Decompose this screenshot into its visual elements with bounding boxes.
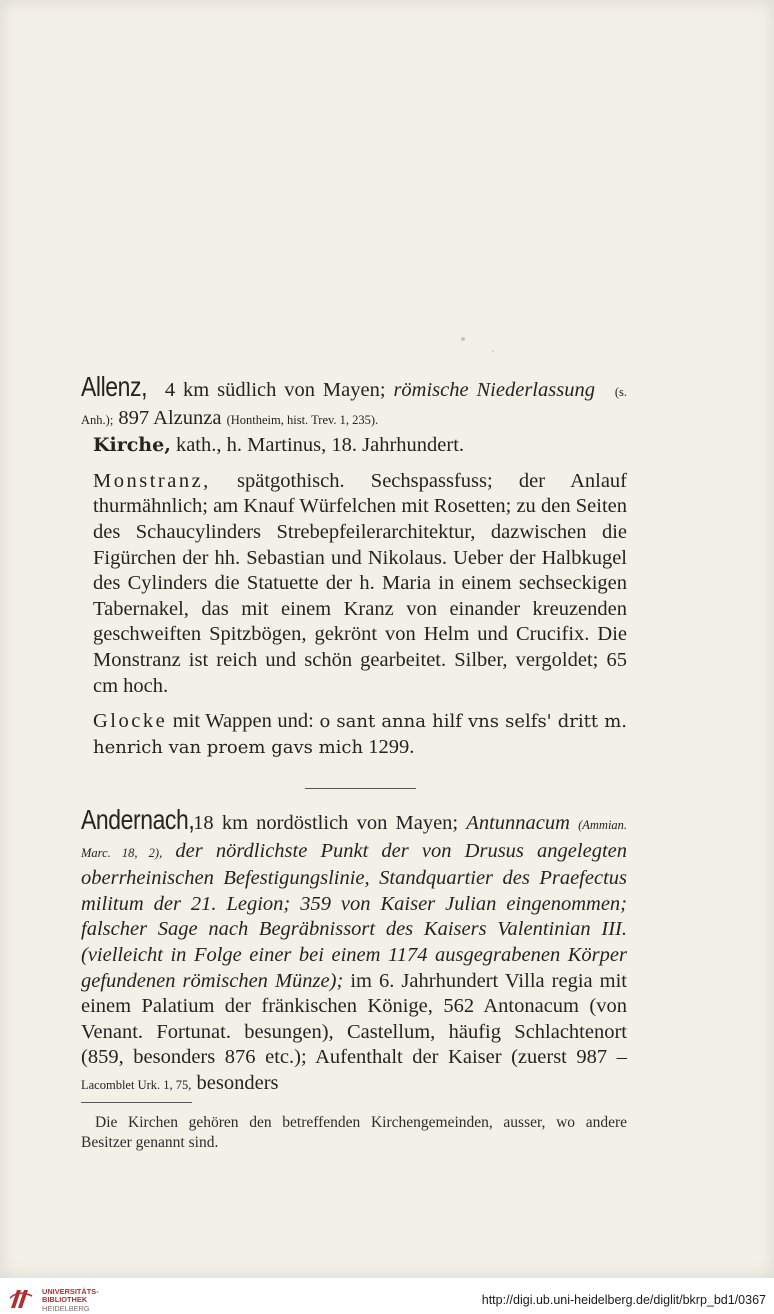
allenz-alzunza: 897 Alzunza <box>118 406 222 429</box>
kirche-line <box>81 433 627 459</box>
kirche-label: Kirche, <box>93 434 171 457</box>
entry-andernach <box>81 804 628 1099</box>
footnote-text: Die Kirchen gehören den betreffenden Kirchengemeinden, ausser, wo andere Besitzer genannt sind. <box>81 1114 627 1151</box>
logo-line-2: BIBLIOTHEK <box>42 1295 88 1305</box>
library-logo-icon[interactable] <box>8 1286 34 1310</box>
logo-line-1: UNIVERSITÄTS- <box>42 1287 99 1296</box>
allenz-hontheim-ref: (Hontheim, hist. Trev. 1, 235). <box>226 412 379 427</box>
andernach-text-block <box>81 804 628 1099</box>
monstranz-lead: Monstranz, <box>93 469 211 492</box>
paper-speck <box>492 350 494 352</box>
glocke-lead: Glocke <box>93 710 168 733</box>
logo-line-3: HEIDELBERG <box>42 1303 90 1313</box>
andernach-ammian-ref: (Ammian. Marc. 18, 2), <box>81 818 628 860</box>
andernach-distance: 18 km nordöstlich von Mayen; <box>193 812 459 834</box>
permalink-url[interactable]: http://digi.ub.uni-heidelberg.de/diglit/bkrp_bd1/0367 <box>481 1293 766 1307</box>
glocke-paragraph <box>81 709 627 760</box>
monstranz-text: spätgothisch. Sechspassfuss; der Anlauf thurmähnlich; am Knauf Würfelchen mit Rosetten; zu den Seiten des Schaucylinders Strebepfeilerarchitektur, dazwischen die Figürchen der hh. Sebastian und Nikolaus. Ueber der Halbkugel des Cylinders die Statuette der h. Maria in einem sechseckigen Tabernakel, das mit einem Kranz von einander kreuzenden geschweiften Spitzbögen, gekrönt von Helm und Crucifix. Die Monstranz ist reich und schön gearbeitet. Silber, vergoldet; 65 cm hoch. <box>93 469 627 697</box>
andernach-italic-text: der nördlichste Punkt der von Drusus angelegten oberrheinischen Befestigungslinie, Standquartier des Praefectus militum der 21. Legion; 359 von Kaiser Julian eingenommen; falscher Sage nach Begräbnissort des Kaisers Valentinian III. (vielleicht in Folge einer bei einem 1174 ausgegrabenen Körper gefundenen römischen Münze); <box>81 839 627 992</box>
andernach-text: im 6. Jahrhundert Villa regia mit einem Palatium der fränkischen Könige, 562 Antonacum (von Venant. Fortunat. besungen), Castellum, häufig Schlachtenort (859, besonders 876 etc.); Aufenthalt der Kaiser (zuerst 987 – <box>81 969 627 1069</box>
monstranz-paragraph <box>81 469 627 699</box>
allenz-italic: römische Niederlassung <box>393 379 595 401</box>
kirche-text: kath., h. Martinus, 18. Jahrhundert. <box>175 434 465 457</box>
glocke-year: 1299. <box>368 735 415 758</box>
main-text-block <box>81 371 628 760</box>
andernach-text-end: besonders <box>196 1071 279 1094</box>
headword-allenz: Allenz, <box>81 371 148 402</box>
footnote-rule <box>81 1102 192 1103</box>
andernach-antunnacum: Antunnacum <box>466 812 570 834</box>
footnote <box>81 1113 627 1152</box>
headword-andernach: Andernach, <box>81 804 195 835</box>
andernach-lacomblet-ref: Lacomblet Urk. 1, 75, <box>81 1077 192 1092</box>
glocke-text: mit Wappen und: <box>172 710 314 733</box>
glocke-inscription: o sant anna hilf vns selfs' dritt m. henrich van proem gavs mich <box>93 711 628 758</box>
entry-allenz <box>81 371 628 433</box>
allenz-ref: (s. Anh.); <box>81 385 628 427</box>
library-logo-text[interactable] <box>42 1288 99 1313</box>
allenz-distance: 4 km südlich von Mayen; <box>164 379 386 401</box>
paper-speck <box>461 337 465 341</box>
section-separator <box>305 788 416 789</box>
